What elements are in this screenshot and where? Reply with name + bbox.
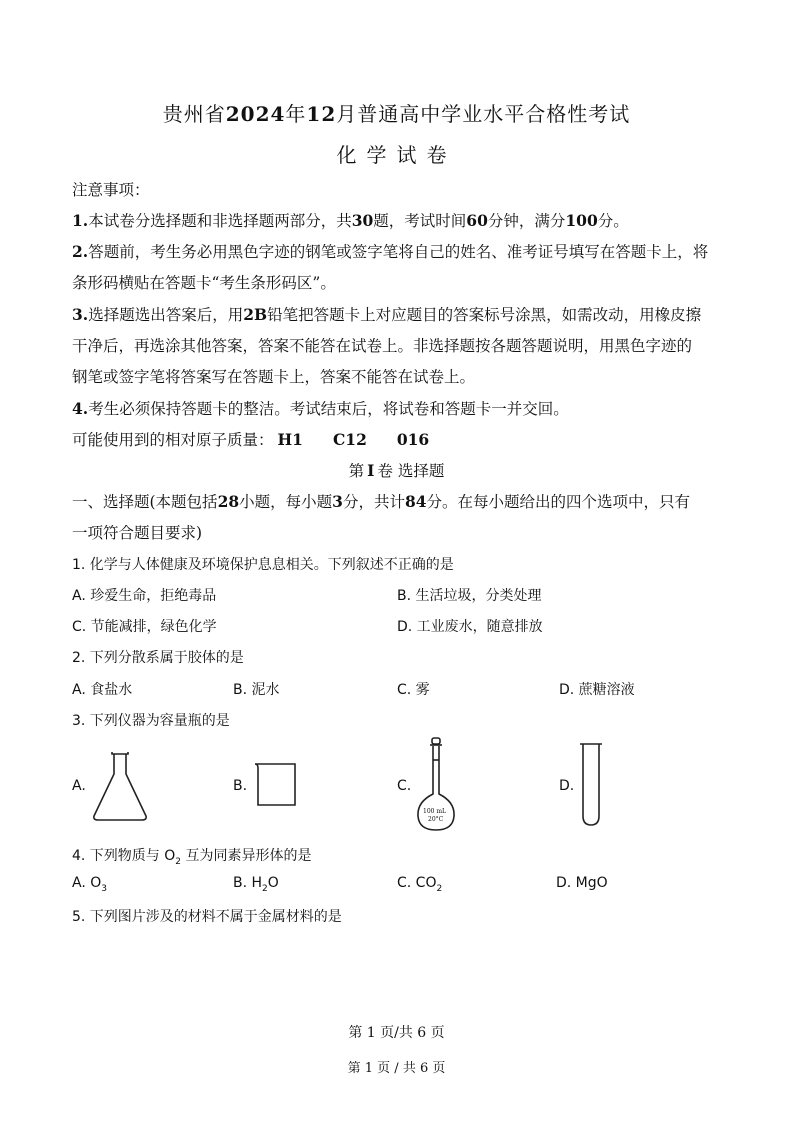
title-month: 12 xyxy=(306,102,337,126)
q4-option-d: D. MgO xyxy=(556,875,608,891)
q4-option-c-sub: 2 xyxy=(436,883,443,894)
q2-option-d: D. 蔗糖溶液 xyxy=(559,682,635,698)
exam-title xyxy=(0,98,793,127)
note-2-num: 2. xyxy=(72,242,89,261)
title-prefix: 贵州省 xyxy=(162,102,226,126)
note-1-time: 60 xyxy=(466,211,488,230)
erlenmeyer-flask-icon xyxy=(90,750,150,822)
section-b: 卷 选择题 xyxy=(377,462,445,480)
part1-points-each: 3 xyxy=(332,492,343,511)
part1-count: 28 xyxy=(217,492,240,511)
atomic-mass-c: C12 xyxy=(332,430,367,449)
section-heading xyxy=(0,459,793,481)
note-3-text-a: 选择题选出答案后，用 xyxy=(88,306,244,324)
flask-volume-label: 100 mL xyxy=(423,808,447,815)
q4-option-b-text: B. H xyxy=(233,875,263,891)
part1-text-d: 分，共计 xyxy=(342,493,405,511)
note-1-text-e: 分。 xyxy=(597,212,629,230)
note-3-text-c: 铅笔把答题卡上对应题目的答案标号涂黑，如需改动，用橡皮擦 xyxy=(267,306,702,324)
q4-option-a-sub: 3 xyxy=(101,883,107,894)
note-1-count: 30 xyxy=(351,211,374,230)
q4-option-b-sub: 2 xyxy=(262,883,268,894)
q3-option-d: D. xyxy=(559,778,575,794)
q4-option-a-text: A. O xyxy=(72,875,102,891)
beaker-icon xyxy=(252,760,302,810)
part1-instructions-line-2: 一项符合题目要求) xyxy=(72,524,203,542)
note-3-num: 3. xyxy=(72,305,89,324)
q5-stem: 5. 下列图片涉及的材料不属于金属材料的是 xyxy=(72,909,342,925)
q1-option-a: A. 珍爱生命，拒绝毒品 xyxy=(72,588,217,604)
exam-subtitle: 化学试卷 xyxy=(336,143,457,167)
part1-text-c: 小题，每小题 xyxy=(239,493,333,511)
page-footer-outer: 第 1 页 / 共 6 页 xyxy=(347,1061,446,1076)
q2-option-a: A. 食盐水 xyxy=(72,682,133,698)
q3-option-a: A. xyxy=(72,778,86,794)
title-year-suffix: 年 xyxy=(285,102,307,126)
title-rest: 月普通高中学业水平合格性考试 xyxy=(336,102,631,126)
q1-stem: 1. 化学与人体健康及环境保护息息相关。下列叙述不正确的是 xyxy=(72,557,454,573)
part1-text-a: 一、选择题(本题包括 xyxy=(72,493,218,511)
part1-points-total: 84 xyxy=(404,492,427,511)
atomic-mass-h: H1 xyxy=(277,430,303,449)
note-1-text-a: 本试卷分选择题和非选择题两部分，共 xyxy=(88,212,352,230)
atomic-mass-label: 可能使用到的相对原子质量： xyxy=(72,431,274,449)
note-1-text-c: 题，考试时间 xyxy=(373,212,467,230)
q4-stem-sub: 2 xyxy=(175,856,182,867)
q4-stem-a: 4. 下列物质与 O xyxy=(72,848,176,864)
note-2-line-1 xyxy=(72,240,708,262)
section-a: 第 xyxy=(348,462,365,480)
q3-stem: 3. 下列仪器为容量瓶的是 xyxy=(72,713,230,729)
q1-option-d: D. 工业废水，随意排放 xyxy=(397,619,543,635)
section-roman: I xyxy=(367,461,375,480)
test-tube-icon xyxy=(578,740,608,830)
q4-option-c xyxy=(397,875,442,894)
note-1-score: 100 xyxy=(565,211,598,230)
title-year: 2024 xyxy=(225,102,286,126)
note-4-num: 4. xyxy=(72,399,89,418)
q2-stem: 2. 下列分散系属于胶体的是 xyxy=(72,650,244,666)
q2-option-c: C. 雾 xyxy=(397,682,430,698)
note-2-line-2: 条形码横贴在答题卡“考生条形码区”。 xyxy=(72,274,336,292)
notes-heading: 注意事项： xyxy=(72,181,150,199)
q4-stem-b: 互为同素异形体的是 xyxy=(181,848,312,864)
note-3-line-2: 干净后，再选涂其他答案，答案不能答在试卷上。非选择题按各题答题说明，用黑色字迹的 xyxy=(72,337,693,355)
note-3-line-3: 钢笔或签字笔将答案写在答题卡上，答案不能答在试卷上。 xyxy=(72,368,476,386)
q4-option-c-text: C. CO xyxy=(397,875,437,891)
note-2-text-1: 答题前，考生务必用黑色字迹的钢笔或签字笔将自己的姓名、准考证号填写在答题卡上，将 xyxy=(88,243,709,261)
q1-option-c: C. 节能减排，绿色化学 xyxy=(72,619,217,635)
q2-option-b: B. 泥水 xyxy=(233,682,280,698)
q4-option-b-text-end: O xyxy=(267,875,279,891)
note-3-pencil: 2B xyxy=(243,305,268,324)
atomic-mass-o: 016 xyxy=(396,430,430,449)
q3-option-b: B. xyxy=(233,778,248,794)
note-3-line-1 xyxy=(72,303,701,325)
note-1 xyxy=(72,209,629,231)
note-4 xyxy=(72,397,569,419)
note-1-text-d: 分钟，满分 xyxy=(487,212,566,230)
q4-option-a xyxy=(72,875,107,894)
q1-option-b: B. 生活垃圾，分类处理 xyxy=(397,588,542,604)
q4-stem xyxy=(72,845,311,867)
note-1-num: 1. xyxy=(72,211,89,230)
note-4-text: 考生必须保持答题卡的整洁。考试结束后，将试卷和答题卡一并交回。 xyxy=(88,400,569,418)
q3-option-c: C. xyxy=(397,778,412,794)
part1-instructions-line-1 xyxy=(72,490,690,512)
q4-option-b xyxy=(233,875,279,894)
page-footer-inner: 第 1 页/共 6 页 xyxy=(348,1025,445,1041)
atomic-mass-line xyxy=(72,428,429,450)
part1-text-e: 分。在每小题给出的四个选项中，只有 xyxy=(426,493,691,511)
flask-temp-label: 20°C xyxy=(428,816,444,823)
